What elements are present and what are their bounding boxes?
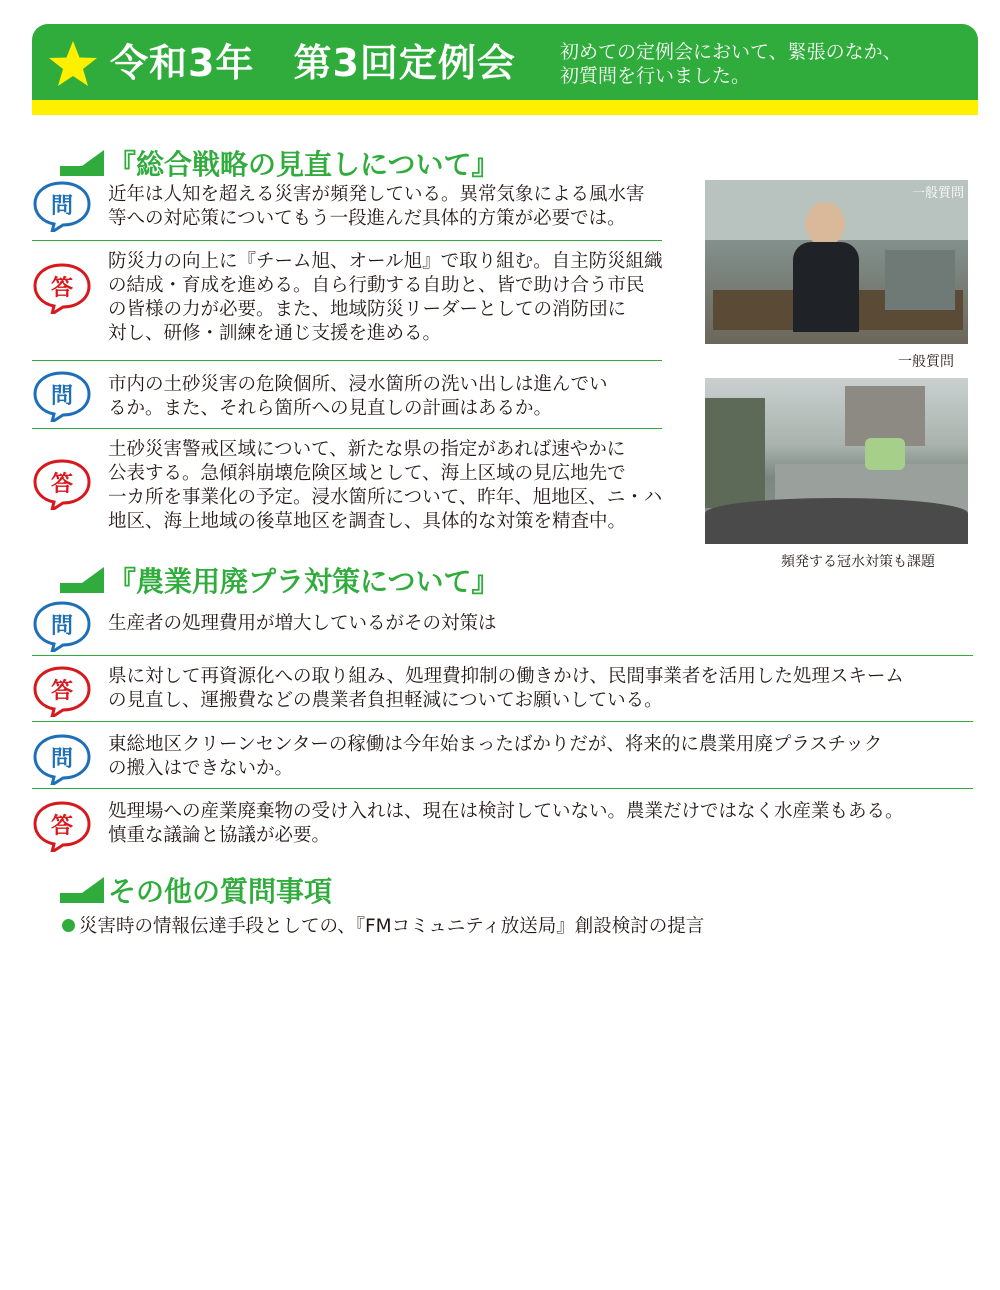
- qa-line: 東総地区クリーンセンターの稼働は今年始まったばかりだが、将来的に農業用廃プラスチック: [108, 734, 883, 755]
- header-stripe: [32, 100, 978, 115]
- photo-overlay-label: 一般質問: [911, 186, 964, 201]
- qa-line: るか。また、それら箇所への見直しの計画はあるか。: [108, 398, 553, 419]
- qa-line: の搬入はできないか。: [108, 758, 294, 779]
- divider: [32, 360, 662, 361]
- speech-bubble-icon: [32, 665, 92, 717]
- arrow-icon: [60, 567, 104, 593]
- speech-bubble-icon: [32, 180, 92, 232]
- section-heading-other: その他の質問事項: [60, 870, 332, 910]
- qa-line: 一カ所を事業化の予定。浸水箇所について、昨年、旭地区、ニ・ハ: [108, 487, 663, 508]
- divider: [32, 428, 662, 429]
- qa-line: 公表する。急傾斜崩壊危険区域として、海上区域の見広地先で: [108, 463, 626, 484]
- speech-bubble-icon: [32, 600, 92, 652]
- qa-line: 近年は人知を超える災害が頻発している。異常気象による風水害: [108, 184, 645, 205]
- answer-badge-label: 答: [50, 679, 74, 704]
- question-badge-label: 問: [50, 614, 74, 639]
- qa-line: の結成・育成を進める。自ら行動する自助と、皆で助け合う市民: [108, 275, 645, 296]
- qa-line: 土砂災害警戒区域について、新たな県の指定があれば速やかに: [108, 439, 626, 460]
- divider: [32, 721, 973, 722]
- star-icon: [48, 40, 98, 88]
- speech-bubble-icon: [32, 800, 92, 852]
- arrow-icon: [60, 150, 104, 176]
- divider: [32, 655, 973, 656]
- answer-badge-label: 答: [50, 276, 74, 301]
- bullet-icon: [62, 919, 75, 932]
- question-badge-label: 問: [50, 747, 74, 772]
- photo-flooded-street: [705, 378, 968, 544]
- question-badge-label: 問: [50, 384, 74, 409]
- qa-line: 処理場への産業廃棄物の受け入れは、現在は検討していない。農業だけではなく水産業もある。: [108, 801, 904, 822]
- other-item: 災害時の情報伝達手段としての、『FMコミュニティ放送局』創設検討の提言: [62, 912, 704, 938]
- section-heading-plastic: 『農業用廃プラ対策について』: [60, 560, 499, 600]
- qa-line: の皆様の力が必要。また、地域防災リーダーとしての消防団に: [108, 299, 627, 320]
- divider: [32, 240, 662, 241]
- answer-badge-label: 答: [50, 472, 74, 497]
- qa-line: 市内の土砂災害の危険個所、浸水箇所の洗い出しは進んでい: [108, 374, 608, 395]
- speech-bubble-icon: [32, 370, 92, 422]
- qa-line: 生産者の処理費用が増大しているがその対策は: [108, 613, 497, 634]
- page-subtitle: 初めての定例会において、緊張のなか、 初質問を行いました。: [560, 41, 902, 87]
- qa-line: の見直し、運搬費などの農業者負担軽減についてお願いしている。: [108, 690, 663, 711]
- qa-line: 地区、海上地域の後草地区を調査し、具体的な対策を精査中。: [108, 511, 627, 532]
- qa-line: 県に対して再資源化への取り組み、処理費抑制の働きかけ、民間事業者を活用した処理スキーム: [108, 666, 904, 687]
- answer-badge-label: 答: [50, 814, 74, 839]
- qa-line: 慎重な議論と協議が必要。: [108, 825, 331, 846]
- speech-bubble-icon: [32, 262, 92, 314]
- section-heading-strategy: 『総合戦略の見直しについて』: [60, 143, 499, 183]
- speech-bubble-icon: [32, 733, 92, 785]
- photo-caption: 一般質問: [898, 354, 954, 370]
- divider: [32, 788, 973, 789]
- photo-general-question: [705, 180, 968, 344]
- question-badge-label: 問: [50, 194, 74, 219]
- speech-bubble-icon: [32, 458, 92, 510]
- page-title: 令和3年 第3回定例会: [110, 41, 516, 85]
- qa-line: 等への対応策についてもう一段進んだ具体的方策が必要では。: [108, 208, 626, 229]
- qa-line: 対し、研修・訓練を通じ支援を進める。: [108, 323, 442, 344]
- arrow-icon: [60, 877, 104, 903]
- photo-caption: 頻発する冠水対策も課題: [781, 554, 935, 570]
- qa-line: 防災力の向上に『チーム旭、オール旭』で取り組む。自主防災組織: [108, 251, 663, 272]
